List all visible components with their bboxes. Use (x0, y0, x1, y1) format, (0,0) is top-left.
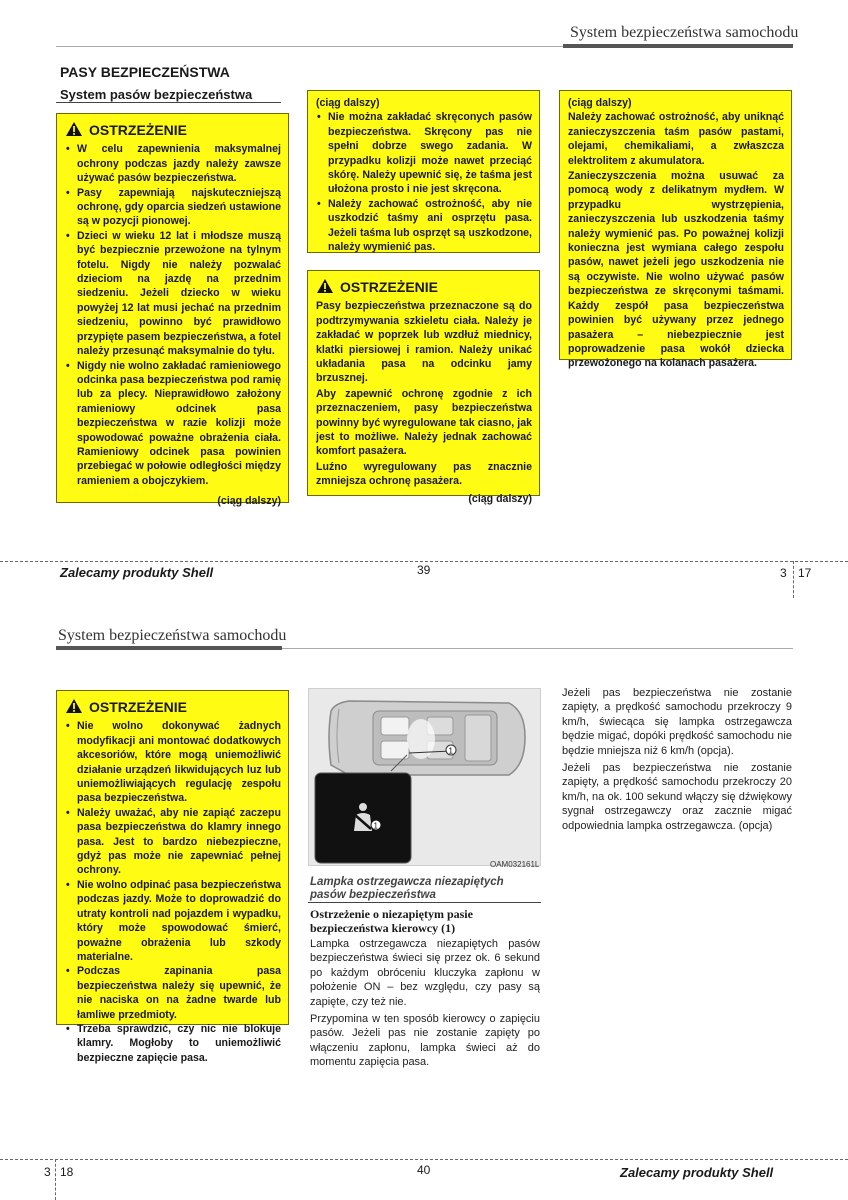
warning-item: • Nie można zakładać skręconych pasów bezpieczeństwa. Skręcony pas nie spełni dobrze swego zadania. W przypadku kolizji może nawet przeciąć skórę. Należy upewnić się, że taśma jest ułożona prosto i nie jest skręcona. (316, 110, 532, 196)
warning-paragraph: Zanieczyszczenia można usuwać za pomocą wody z delikatnym mydłem. W przypadku wystrzępienia, zanieczyszczenia lub uszkodzenia taśmy należy wymienić pas. Po poważnej kolizji konieczna jest wymiana całego zespołu pasów, nawet jeżeli jego uszkodzenia nie są oczywiste. Nie wolno używać pasów bezpieczeństwa ze skręconymi taśmami. Każdy zespół pasa bezpieczeństwa powinien być używany przez jednego pasażera – niebezpiecznie jest poprowadzenie pasa wokół dziecka przewożonego na kolanach pasażera. (568, 170, 784, 370)
continued-label: (ciąg dalszy) (568, 97, 632, 109)
page-divider-vertical (793, 561, 794, 598)
page40-chapter-number: 3 (44, 1165, 51, 1179)
warning-item: • Należy uważać, aby nie zapiąć zaczepu pasa bezpieczeństwa do klamry innego pasa. Jest to bardzo niebezpieczne, gdyż pas może nie zapewniać pełnej ochrony. (65, 806, 281, 878)
page-divider-line (0, 561, 848, 562)
section-subtitle: System pasów bezpieczeństwa (60, 87, 253, 102)
section-title: PASY BEZPIECZEŃSTWA (60, 64, 230, 80)
warning-triangle-icon (316, 278, 334, 296)
warning-item: • Nigdy nie wolno zakładać ramieniowego odcinka pasa bezpieczeństwa pod ramię lub za plecy. Nieprawidłowo założony ramieniowy odcinek pasa bezpieczeństwa w razie kolizji może spowodować poważne obrażenia ciała. Ramieniowy odcinek pasa powinien przebiegać w połowie odległości między ramieniem a obojczykiem. (65, 359, 281, 489)
figure-callout-number: 1 (448, 746, 453, 756)
page40-page-number: 40 (417, 1163, 431, 1177)
page40-footer-brand: Zalecamy produkty Shell (620, 1165, 774, 1180)
subheading-driver-belt-warning: Ostrzeżenie o niezapiętym pasie bezpieczeństwa kierowcy (1) (310, 907, 473, 935)
warning-triangle-icon (65, 121, 83, 139)
warning-heading: OSTRZEŻENIE (65, 698, 281, 716)
page40-chapter-page: 18 (60, 1165, 74, 1179)
page39-header-line (56, 46, 563, 47)
figure-seatbelt-warning-lamp (308, 688, 541, 866)
continued-label: (ciąg dalszy) (468, 492, 532, 505)
body-paragraph: Lampka ostrzegawcza niezapiętych pasów bezpieczeństwa świeci się przez ok. 6 sekund po każdym obróceniu kluczyka zapłonu w położenie ON – bez względu, czy pasy są zapięte, czy też nie. (310, 938, 540, 1008)
page39-footer-brand: Zalecamy produkty Shell (60, 565, 214, 580)
page39-chapter-page: 17 (798, 566, 812, 580)
body-paragraph: Jeżeli pas bezpieczeństwa nie zostanie zapięty, a prędkość samochodu przekroczy 20 km/h, na ok. 100 sekund włączy się dźwiękowy sygnał ostrzegawczy oraz zacznie migać odpowiednia lampka ostrzegawcza. (opcja) (562, 762, 792, 832)
page39-page-number: 39 (417, 563, 431, 577)
warning-paragraph: Luźno wyregulowany pas znacznie zmniejsza ochronę pasażera. (316, 460, 532, 488)
warning-paragraph: Pasy bezpieczeństwa przeznaczone są do podtrzymywania szkieletu ciała. Należy je zakładać w poprzek lub wzdłuż miednicy, klatki piersiowej i ramion. Należy unikać układania pasa na odcinku jamy brzusznej. (316, 300, 532, 385)
warning-item: • Trzeba sprawdzić, czy nic nie blokuje klamry. Mogłoby to uniemożliwić bezpieczne zapięcie pasa. (65, 1022, 281, 1065)
warning-box-belt-position (307, 270, 540, 505)
page40-footer-line (0, 1159, 848, 1160)
body-paragraph: Jeżeli pas bezpieczeństwa nie zostanie zapięty, a prędkość samochodu przekroczy 9 km/h, świecąca się lampka ostrzegawcza będzie migać, dopóki prędkość samochodu nie będzie mniejsza niż 6 km/h (opcja). (562, 687, 792, 757)
warning-heading: OSTRZEŻENIE (65, 121, 281, 139)
page40-header-title: System bezpieczeństwa samochodu (58, 627, 287, 644)
warning-paragraph: Należy zachować ostrożność, aby uniknąć zanieczyszczenia taśm pasów pastami, olejami, chemikaliami, a zwłaszcza elektrolitem z akumulatora. (568, 111, 784, 167)
warning-box-belt-modifications (56, 690, 289, 1064)
right-column-text (562, 686, 792, 836)
caption-underline (308, 902, 541, 903)
continued-label: (ciąg dalszy) (217, 495, 281, 508)
warning-box-seatbelt-use (56, 113, 289, 508)
warning-item: • Nie wolno dokonywać żadnych modyfikacji ani montować dodatkowych akcesoriów, które mogą uniemożliwić działanie urządzeń likwidujących luz lub uniemożliwiających regulację zespołu pasa bezpieczeństwa. (65, 719, 281, 805)
warning-item: • Podczas zapinania pasa bezpieczeństwa należy się upewnić, że nie naciska on na żadne twarde lub łamliwe przedmioty. (65, 964, 281, 1022)
warning-box-continued-twisted-belts (307, 90, 540, 253)
page39-header-title: System bezpieczeństwa samochodu (570, 24, 799, 41)
svg-text:1: 1 (373, 821, 378, 831)
body-paragraph: Przypomina w ten sposób kierowcy o zapięciu pasów. Jeżeli pas nie zostanie zapięty po włączeniu zapłonu, lampka świeci aż do momentu zapięcia pasa. (310, 1013, 540, 1069)
warning-box-continued-belt-care (559, 90, 792, 370)
page39-chapter-number: 3 (780, 566, 787, 580)
warning-item: • W celu zapewnienia maksymalnej ochrony podczas jazdy należy zawsze używać pasów bezpieczeństwa. (65, 142, 281, 185)
figure-code: OAM032161L (490, 860, 540, 869)
warning-paragraph: Aby zapewnić ochronę zgodnie z ich przeznaczeniem, pasy bezpieczeństwa powinny być wyregulowane tak ciasno, jak jest to możliwe. Należy jednak zachować komfort pasażera. (316, 387, 532, 458)
warning-item: • Pasy zapewniają najskuteczniejszą ochronę, gdy oparcia siedzeń ustawione są w pozycji pionowej. (65, 186, 281, 229)
subtitle-underline (56, 102, 281, 103)
page40-header-line (282, 648, 793, 649)
page40-header-bar (56, 646, 282, 650)
warning-item: • Nie wolno odpinać pasa bezpieczeństwa podczas jazdy. Może to doprowadzić do utraty kontroli nad pojazdem i wypadku, który może spowodować śmierć, poważne obrażenia lub szkody materialne. (65, 878, 281, 964)
car-interior-illustration (309, 689, 540, 865)
figure-caption: Lampka ostrzegawcza niezapiętych pasów bezpieczeństwa (310, 876, 504, 901)
warning-item: • Należy zachować ostrożność, aby nie uszkodzić taśmy ani osprzętu pasa. Jeżeli taśma lub osprzęt są uszkodzone, należy wymienić pas. (316, 197, 532, 255)
page40-footer-vertical (55, 1159, 56, 1200)
warning-triangle-icon (65, 698, 83, 716)
middle-column-text (310, 937, 540, 1073)
page39-header-bar (563, 44, 793, 48)
warning-item: • Dzieci w wieku 12 lat i młodsze muszą być bezpiecznie przewożone na tylnym fotelu. Nigdy nie należy pozwalać dzieciom na jazdę na przednim siedzeniu. Jeżeli dziecko w wieku powyżej 12 lat musi jechać na przednim siedzeniu, powinno być prawidłowo przypięte pasem bezpieczeństwa, a fotel należy przesunąć maksymalnie do tyłu. (65, 229, 281, 359)
warning-heading: OSTRZEŻENIE (316, 278, 532, 296)
continued-label: (ciąg dalszy) (316, 97, 380, 109)
